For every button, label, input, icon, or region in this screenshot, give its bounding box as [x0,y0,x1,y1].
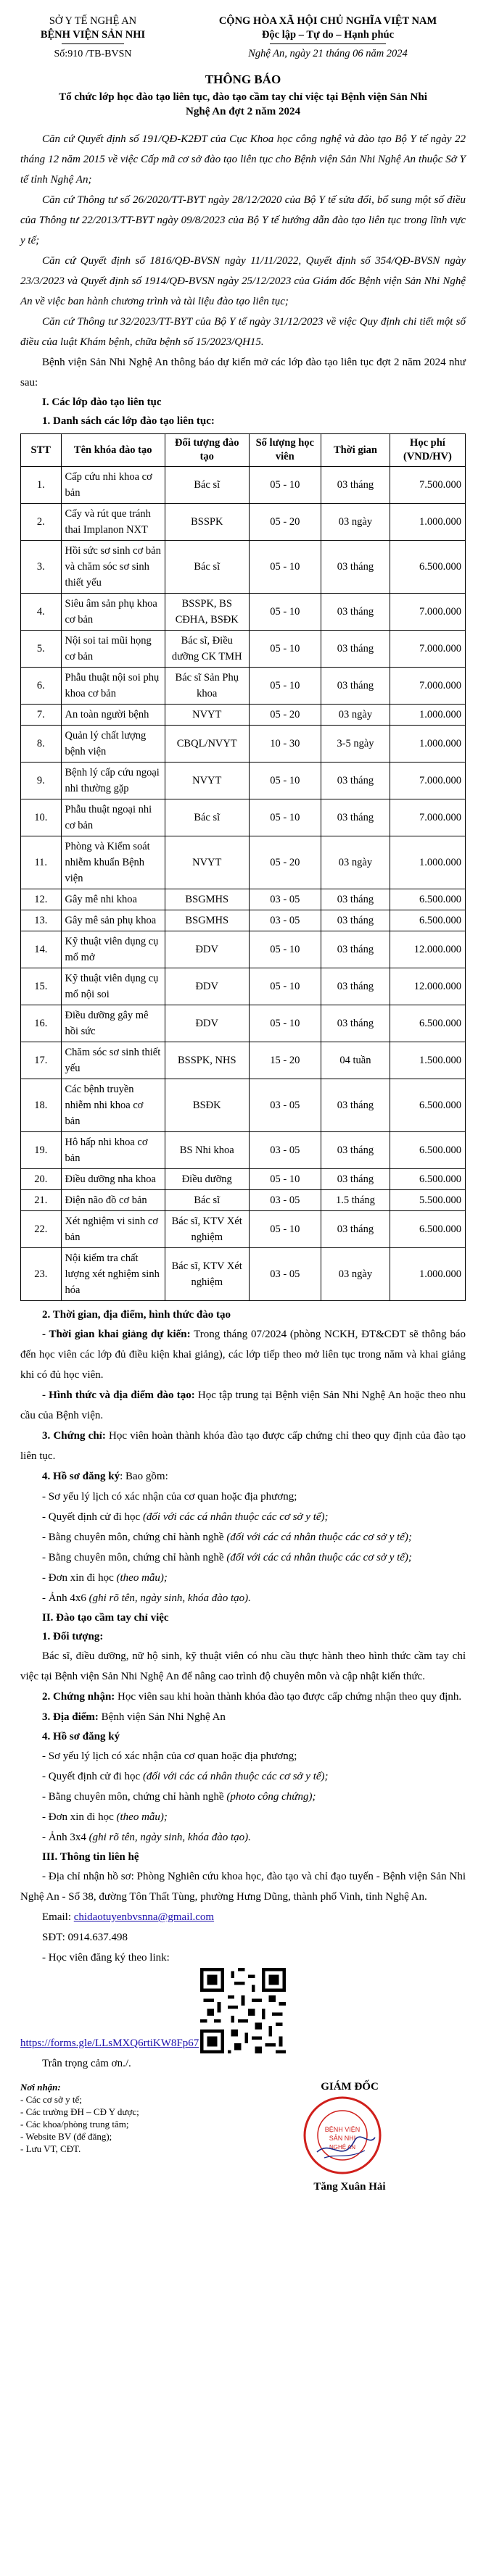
signature-area [20,2081,466,2197]
document-requirement-item [20,1507,466,1527]
document-requirement-item [20,1766,466,1787]
row-index: 2. [21,504,62,541]
target-learners: CBQL/NVYT [165,726,249,763]
duration: 04 tuần [321,1042,390,1079]
s2-3-paragraph [20,1707,466,1727]
row-index: 14. [21,931,62,968]
tuition-fee: 7.000.000 [390,594,465,631]
document-number: Số:910 /TB-BVSN [54,49,132,59]
target-learners: BSSPK, NHS [165,1042,249,1079]
row-index: 16. [21,1005,62,1042]
course-name: Phẫu thuật nội soi phụ khoa cơ bản [61,668,165,705]
tuition-fee: 12.000.000 [390,931,465,968]
table-row [21,889,466,910]
duration: 03 tháng [321,1005,390,1042]
row-index: 19. [21,1132,62,1169]
row-index: 18. [21,1079,62,1132]
requirement-note: (đối với các cá nhân thuộc các cơ sở y tế); [226,1552,412,1563]
target-learners: Điều dưỡng [165,1169,249,1190]
docs-label: 4. Hồ sơ đăng ký [42,1471,120,1482]
course-name: Quản lý chất lượng bệnh viện [61,726,165,763]
learner-count: 03 - 05 [249,1248,321,1301]
closing-text: Trân trọng cảm ơn./. [42,2058,131,2069]
course-name: Các bệnh truyền nhiễm nhi khoa cơ bản [61,1079,165,1132]
course-name: Siêu âm sản phụ khoa cơ bản [61,594,165,631]
duration: 03 tháng [321,931,390,968]
time-text: Trong tháng 07/2024 (phòng NCKH, ĐT&CĐT sẽ thông báo đến học viên các lớp đủ điều kiện khai giảng), các lớp tiếp theo mở liên tục trong năm và khai giảng khi có đủ học viên. [20,1329,466,1381]
table-row [21,1190,466,1211]
document-requirement-item [20,1827,466,1848]
row-index: 21. [21,1190,62,1211]
docs-list [20,1487,466,1608]
duration: 03 tháng [321,594,390,631]
tuition-fee: 6.500.000 [390,541,465,594]
table-row [21,799,466,836]
table-row [21,836,466,889]
recipients-block [20,2081,139,2155]
section-heading-1: I. Các lớp đào tạo liên tục [42,396,162,408]
row-index: 13. [21,910,62,931]
nation-title: CỘNG HÒA XÃ HỘI CHỦ NGHĨA VIỆT NAM [218,15,437,27]
form-paragraph [20,1385,466,1426]
tuition-fee: 1.000.000 [390,726,465,763]
requirement-note: (photo công chứng); [226,1791,316,1803]
tuition-fee: 6.500.000 [390,1132,465,1169]
signature-block [270,2081,429,2193]
row-index: 15. [21,968,62,1005]
course-name: Kỹ thuật viên dụng cụ mổ nội soi [61,968,165,1005]
learner-count: 03 - 05 [249,910,321,931]
target-learners: BSGMHS [165,889,249,910]
table-header-row [21,434,466,467]
s2-2-paragraph [20,1687,466,1707]
register-link[interactable]: https://forms.gle/LLsMXQ6rtiKW8Fp67 [20,2037,199,2049]
duration: 03 tháng [321,631,390,668]
learner-count: 03 - 05 [249,889,321,910]
requirement-text: - Sơ yếu lý lịch có xác nhận của cơ quan hoặc địa phương; [42,1750,297,1762]
cert-label: 3. Chứng chỉ: [42,1430,106,1442]
row-index: 7. [21,705,62,726]
course-name: Gây mê sản phụ khoa [61,910,165,931]
course-name: Điều dưỡng nha khoa [61,1169,165,1190]
duration: 03 tháng [321,1132,390,1169]
table-row [21,705,466,726]
table-row [21,668,466,705]
contact-email-line [20,1907,466,1927]
learner-count: 05 - 10 [249,1211,321,1248]
duration: 03 tháng [321,1169,390,1190]
duration: 03 ngày [321,504,390,541]
requirement-note: (ghi rõ tên, ngày sinh, khóa đào tạo). [88,1832,251,1843]
table-row [21,931,466,968]
table-row [21,594,466,631]
subsection-heading-1-1: 1. Danh sách các lớp đào tạo liên tục: [42,415,215,427]
course-name: Bệnh lý cấp cứu ngoại nhi thường gặp [61,763,165,799]
section-heading-2: II. Đào tạo cầm tay chỉ việc [42,1612,169,1624]
target-learners: ĐDV [165,931,249,968]
learner-count: 05 - 10 [249,668,321,705]
contact-phone: SĐT: 0914.637.498 [42,1932,128,1943]
learner-count: 03 - 05 [249,1079,321,1132]
signer-name: Tăng Xuân Hải [313,2181,386,2193]
target-learners: ĐDV [165,968,249,1005]
learner-count: 05 - 10 [249,763,321,799]
official-stamp-icon [302,2095,382,2175]
course-name: Cấp cứu nhi khoa cơ bản [61,467,165,504]
learner-count: 05 - 10 [249,631,321,668]
document-subtitle: Tổ chức lớp học đào tạo liên tục, đào tạo cầm tay chỉ việc tại Bệnh viện Sản Nhi Nghệ An đợt 2 năm 2024 [59,91,427,117]
form-text: Học tập trung tại Bệnh viện Sản Nhi Nghệ An hoặc theo nhu cầu của Bệnh viện. [20,1389,466,1421]
requirement-text: - Đơn xin đi học [42,1572,117,1584]
table-row [21,504,466,541]
target-learners: NVYT [165,836,249,889]
target-learners: Bác sĩ, KTV Xét nghiệm [165,1211,249,1248]
table-row [21,1005,466,1042]
requirement-note: (đối với các cá nhân thuộc các cơ sở y tế); [142,1511,329,1523]
tuition-fee: 6.500.000 [390,1005,465,1042]
course-name: Gây mê nhi khoa [61,889,165,910]
table-row [21,1248,466,1301]
s2-docs-list [20,1746,466,1848]
table-row [21,1079,466,1132]
course-name: Điện não đồ cơ bản [61,1190,165,1211]
target-learners: Bác sĩ, KTV Xét nghiệm [165,1248,249,1301]
issuer-name: BỆNH VIỆN SẢN NHI [40,29,146,41]
learner-count: 05 - 20 [249,504,321,541]
issuer-underline [62,43,124,44]
document-requirement-item [20,1527,466,1547]
course-name: Cấy và rút que tránh thai Implanon NXT [61,504,165,541]
document-requirement-item [20,1746,466,1766]
issuer-parent: SỞ Y TẾ NGHỆ AN [49,15,137,27]
legal-basis-2: Căn cứ Thông tư số 26/2020/TT-BYT ngày 28/12/2020 của Bộ Y tế sửa đổi, bổ sung một số điều của Thông tư 22/2013/TT-BYT ngày 09/8/2023 của Bộ Y tế hướng dẫn đào tạo liên tục trong lĩnh vực y tế; [20,194,466,246]
duration: 03 ngày [321,1248,390,1301]
course-name: Nội soi tai mũi họng cơ bản [61,631,165,668]
intro-paragraph: Bệnh viện Sản Nhi Nghệ An thông báo dự kiến mở các lớp đào tạo liên tục đợt 2 năm 2024 như sau: [20,357,466,389]
tuition-fee: 5.500.000 [390,1190,465,1211]
course-name: Nội kiểm tra chất lượng xét nghiệm sinh hóa [61,1248,165,1301]
course-name: Chăm sóc sơ sinh thiết yếu [61,1042,165,1079]
document-date: Nghệ An, ngày 21 tháng 06 năm 2024 [248,48,408,59]
duration: 03 tháng [321,467,390,504]
target-learners: BS Nhi khoa [165,1132,249,1169]
tuition-fee: 1.500.000 [390,1042,465,1079]
row-index: 9. [21,763,62,799]
table-row [21,763,466,799]
register-paragraph [20,1948,466,2053]
row-index: 10. [21,799,62,836]
recipient-item: - Website BV (để đăng); [20,2131,112,2142]
svg-text:BỆNH VIỆN: BỆNH VIỆN [324,2126,361,2133]
email-link[interactable]: chidaotuyenbvsnna@gmail.com [73,1911,215,1923]
learner-count: 05 - 10 [249,931,321,968]
cert-paragraph [20,1426,466,1466]
requirement-text: - Đơn xin đi học [42,1811,117,1823]
course-name: Hồi sức sơ sinh cơ bản và chăm sóc sơ sinh thiết yếu [61,541,165,594]
qr-code-icon[interactable] [200,1968,286,2053]
duration: 3-5 ngày [321,726,390,763]
row-index: 6. [21,668,62,705]
recipient-item: - Các khoa/phòng trung tâm; [20,2119,129,2130]
row-index: 11. [21,836,62,889]
tuition-fee: 7.500.000 [390,467,465,504]
tuition-fee: 7.000.000 [390,668,465,705]
table-row [21,1042,466,1079]
row-index: 20. [21,1169,62,1190]
target-learners: Bác sĩ [165,799,249,836]
svg-text:SẢN NHI: SẢN NHI [329,2135,356,2142]
s2-1-text: Bác sĩ, điều dưỡng, nữ hộ sinh, kỹ thuật viên có nhu cầu thực hành theo hình thức cầm tay chỉ việc tại Bệnh viện Sản Nhi Nghệ An để nâng cao trình độ chuyên môn và cập nhật kiến thức. [20,1650,466,1682]
course-name: Điều dưỡng gây mê hồi sức [61,1005,165,1042]
tuition-fee: 6.500.000 [390,889,465,910]
table-row [21,968,466,1005]
duration: 03 tháng [321,763,390,799]
course-name: Xét nghiệm vi sinh cơ bản [61,1211,165,1248]
target-learners: BSSPK [165,504,249,541]
row-index: 1. [21,467,62,504]
table-row [21,1132,466,1169]
course-name: Kỹ thuật viên dụng cụ mổ mở [61,931,165,968]
document-requirement-item [20,1588,466,1608]
tuition-fee: 6.500.000 [390,1169,465,1190]
tuition-fee: 12.000.000 [390,968,465,1005]
s2-3-label: 3. Địa điểm: [42,1711,99,1723]
document-requirement-item [20,1807,466,1827]
row-index: 4. [21,594,62,631]
recipient-item: - Lưu VT, CĐT. [20,2143,81,2154]
requirement-text: - Sơ yếu lý lịch có xác nhận của cơ quan hoặc địa phương; [42,1491,297,1503]
requirement-text: - Ảnh 4x6 [42,1592,89,1604]
duration: 03 tháng [321,668,390,705]
target-learners: ĐDV [165,1005,249,1042]
recipient-item: - Các trường ĐH – CĐ Y dược; [20,2106,139,2117]
s2-2-label: 2. Chứng nhận: [42,1691,115,1703]
learner-count: 05 - 10 [249,467,321,504]
docs-paragraph [20,1466,466,1487]
course-name: Hô hấp nhi khoa cơ bản [61,1132,165,1169]
tuition-fee: 6.500.000 [390,1211,465,1248]
document-requirement-item [20,1568,466,1588]
requirement-note: (đối với các cá nhân thuộc các cơ sở y tế); [142,1771,329,1782]
tuition-fee: 1.000.000 [390,504,465,541]
s2-4-label: 4. Hồ sơ đăng ký [42,1731,120,1742]
table-row [21,541,466,594]
learner-count: 05 - 20 [249,836,321,889]
table-row [21,467,466,504]
table-row [21,910,466,931]
column-header: Học phí (VND/HV) [390,434,465,467]
cert-text: Học viên hoàn thành khóa đào tạo được cấp chứng chỉ theo quy định của đào tạo liên tục. [20,1430,466,1462]
docs-text: : Bao gồm: [120,1471,168,1482]
requirement-note: (theo mẫu); [116,1811,168,1823]
s2-2-text: Học viên sau khi hoàn thành khóa đào tạo được cấp chứng nhận theo quy định. [115,1691,462,1703]
table-row [21,726,466,763]
recipients-title: Nơi nhận: [20,2082,61,2093]
duration: 03 ngày [321,705,390,726]
course-name: An toàn người bệnh [61,705,165,726]
target-learners: BSĐK [165,1079,249,1132]
requirement-text: - Quyết định cử đi học [42,1771,143,1782]
column-header: Thời gian [321,434,390,467]
email-label: Email: [42,1911,74,1923]
tuition-fee: 7.000.000 [390,763,465,799]
course-table-body [21,467,466,1301]
nation-motto: Độc lập – Tự do – Hạnh phúc [261,29,395,41]
tuition-fee: 1.000.000 [390,836,465,889]
form-label: - Hình thức và địa điểm đào tạo: [42,1389,195,1401]
duration: 03 tháng [321,1211,390,1248]
requirement-text: - Bằng chuyên môn, chứng chỉ hành nghề [42,1552,227,1563]
learner-count: 05 - 10 [249,541,321,594]
column-header: Đối tượng đào tạo [165,434,249,467]
learner-count: 05 - 10 [249,594,321,631]
target-learners: Bác sĩ, Điều dưỡng CK TMH [165,631,249,668]
tuition-fee: 6.500.000 [390,1079,465,1132]
learner-count: 03 - 05 [249,1132,321,1169]
table-row [21,1169,466,1190]
duration: 03 tháng [321,968,390,1005]
signer-role: GIÁM ĐỐC [321,2081,379,2093]
document-title: THÔNG BÁO [205,72,281,86]
tuition-fee: 1.000.000 [390,705,465,726]
row-index: 23. [21,1248,62,1301]
duration: 03 tháng [321,1079,390,1132]
duration: 1.5 tháng [321,1190,390,1211]
time-label: - Thời gian khai giảng dự kiến: [42,1329,191,1340]
learner-count: 05 - 20 [249,705,321,726]
duration: 03 tháng [321,910,390,931]
s2-3-text: Bệnh viện Sản Nhi Nghệ An [98,1711,226,1723]
legal-basis-1: Căn cứ Quyết định số 191/QĐ-K2ĐT của Cục Khoa học công nghệ và đào tạo Bộ Y tế ngày 22 tháng 12 năm 2015 về việc Cấp mã cơ sở đào tạo liên tục cho Bệnh viện Sản Nhi Nghệ An thuộc Sở Y tế tỉnh Nghệ An; [20,133,466,186]
table-row [21,1211,466,1248]
learner-count: 05 - 10 [249,968,321,1005]
s2-1-label: 1. Đối tượng: [42,1631,104,1642]
requirement-note: (theo mẫu); [116,1572,168,1584]
requirement-note: (đối với các cá nhân thuộc các cơ sở y tế); [226,1532,412,1543]
tuition-fee: 1.000.000 [390,1248,465,1301]
legal-basis-4: Căn cứ Thông tư 32/2023/TT-BYT của Bộ Y tế ngày 31/12/2023 về việc Quy định chi tiết một số điều của luật Khám bệnh, chữa bệnh số 15/2023/QH15. [20,316,466,348]
learner-count: 05 - 10 [249,1005,321,1042]
issuer-block [20,14,165,61]
time-paragraph [20,1324,466,1385]
row-index: 17. [21,1042,62,1079]
document-requirement-item [20,1547,466,1568]
nation-block [190,14,466,61]
document-header [20,14,466,61]
course-name: Phẫu thuật ngoại nhi cơ bản [61,799,165,836]
column-header: Tên khóa đào tạo [61,434,165,467]
document-requirement-item [20,1487,466,1507]
motto-underline [270,43,386,44]
column-header: STT [21,434,62,467]
target-learners: BSSPK, BS CĐHA, BSĐK [165,594,249,631]
row-index: 8. [21,726,62,763]
row-index: 12. [21,889,62,910]
contact-address: - Địa chỉ nhận hồ sơ: Phòng Nghiên cứu khoa học, đào tạo và chỉ đạo tuyến - Bệnh viện Sản Nhi Nghệ An - Số 38, đường Tôn Thất Tùng, phường Hưng Dũng, thành phố Vinh, tỉnh Nghệ An. [20,1871,466,1903]
duration: 03 tháng [321,799,390,836]
recipient-item: - Các cơ sở y tế; [20,2094,82,2105]
target-learners: Bác sĩ Sản Phụ khoa [165,668,249,705]
learner-count: 10 - 30 [249,726,321,763]
requirement-text: - Ảnh 3x4 [42,1832,89,1843]
duration: 03 tháng [321,889,390,910]
subsection-heading-1-2: 2. Thời gian, địa điểm, hình thức đào tạo [42,1309,231,1321]
duration: 03 ngày [321,836,390,889]
svg-text:NGHỆ AN: NGHỆ AN [329,2144,356,2151]
target-learners: BSGMHS [165,910,249,931]
learner-count: 15 - 20 [249,1042,321,1079]
requirement-text: - Bằng chuyên môn, chứng chỉ hành nghề [42,1791,227,1803]
requirement-note: (ghi rõ tên, ngày sinh, khóa đào tạo). [88,1592,251,1604]
course-table [20,433,466,1301]
target-learners: Bác sĩ [165,1190,249,1211]
tuition-fee: 7.000.000 [390,799,465,836]
row-index: 5. [21,631,62,668]
legal-basis-3: Căn cứ Quyết định số 1816/QĐ-BVSN ngày 11/11/2022, Quyết định số 354/QĐ-BVSN ngày 23/3/2023 và Quyết định số 1914/QĐ-BVSN ngày 25/12/2023 của Giám đốc Bệnh viện Sản Nhi Nghệ An về việc ban hành chương trình và tài liệu đào tạo liên tục; [20,255,466,307]
row-index: 22. [21,1211,62,1248]
tuition-fee: 7.000.000 [390,631,465,668]
requirement-text: - Bằng chuyên môn, chứng chỉ hành nghề [42,1532,227,1543]
target-learners: Bác sĩ [165,467,249,504]
document-requirement-item [20,1787,466,1807]
requirement-text: - Quyết định cử đi học [42,1511,143,1523]
learner-count: 05 - 10 [249,1169,321,1190]
table-row [21,631,466,668]
column-header: Số lượng học viên [249,434,321,467]
duration: 03 tháng [321,541,390,594]
register-text: - Học viên đăng ký theo link: [42,1952,170,1964]
learner-count: 05 - 10 [249,799,321,836]
row-index: 3. [21,541,62,594]
target-learners: NVYT [165,705,249,726]
target-learners: Bác sĩ [165,541,249,594]
learner-count: 03 - 05 [249,1190,321,1211]
section-heading-3: III. Thông tin liên hệ [42,1851,139,1863]
course-name: Phòng và Kiểm soát nhiễm khuẩn Bệnh viện [61,836,165,889]
target-learners: NVYT [165,763,249,799]
tuition-fee: 6.500.000 [390,910,465,931]
